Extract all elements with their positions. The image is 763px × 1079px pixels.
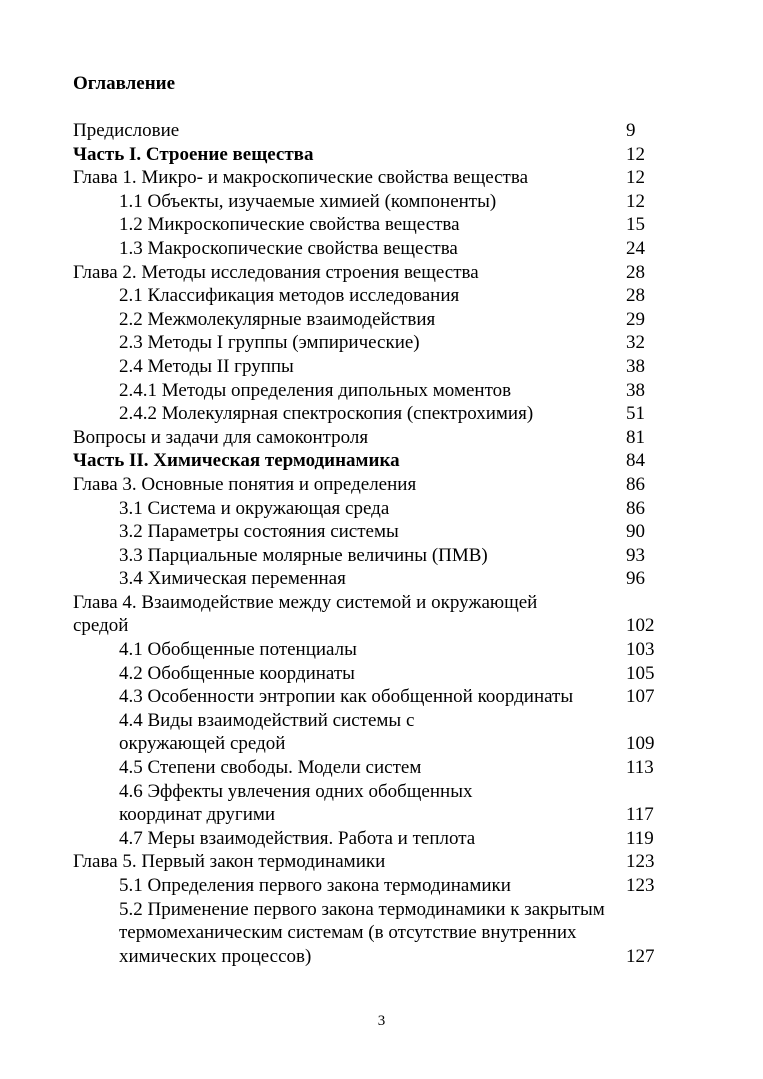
toc-entry-page: 86 (626, 473, 645, 495)
toc-entry-page: 12 (626, 167, 645, 189)
toc-entry-title: Предисловие (73, 120, 180, 141)
toc-entry-section-5-1 (73, 874, 673, 898)
toc-entry-page: 90 (626, 521, 645, 543)
toc-entry-questions (73, 426, 673, 450)
toc-entry-title: 3.3 Парциальные молярные величины (ПМВ) (119, 544, 488, 566)
toc-entry-title: 4.5 Степени свободы. Модели систем (119, 757, 422, 779)
toc-entry-title: 5.2 Применение первого закона термодинамики к закрытым (119, 898, 605, 920)
table-of-contents (73, 119, 673, 968)
toc-entry-title: 1.3 Макроскопические свойства вещества (119, 237, 458, 259)
toc-entry-section-4-3 (73, 685, 673, 709)
toc-entry-page: 12 (626, 143, 645, 165)
toc-entry-page: 113 (626, 757, 654, 779)
toc-entry-title: 2.2 Межмолекулярные взаимодействия (119, 308, 436, 330)
toc-entry-title: Глава 3. Основные понятия и определения (73, 473, 417, 495)
toc-entry-title: Глава 4. Взаимодействие между системой и окружающей (73, 591, 538, 613)
toc-entry-chapter-4-cont (73, 614, 673, 638)
toc-entry-section-4-4-cont (73, 732, 673, 756)
toc-entry-title: Вопросы и задачи для самоконтроля (73, 426, 369, 448)
toc-entry-title: 2.3 Методы I группы (эмпирические) (119, 332, 420, 354)
toc-entry-section-3-4 (73, 567, 673, 591)
toc-entry-preface (73, 119, 673, 143)
toc-entry-page: 109 (626, 733, 655, 755)
toc-entry-section-2-4-2 (73, 402, 673, 426)
toc-entry-section-5-2-cont2 (73, 945, 673, 969)
toc-entry-page: 38 (626, 379, 645, 401)
toc-entry-chapter-1 (73, 166, 673, 190)
toc-entry-section-2-3 (73, 331, 673, 355)
toc-entry-title: 2.4.2 Молекулярная спектроскопия (спектрохимия) (119, 403, 534, 425)
toc-entry-page: 32 (626, 332, 645, 354)
toc-entry-section-1-1 (73, 190, 673, 214)
toc-entry-chapter-5 (73, 850, 673, 874)
toc-entry-page: 117 (626, 804, 654, 826)
toc-entry-section-1-2 (73, 213, 673, 237)
toc-heading: Оглавление (73, 73, 176, 94)
toc-entry-title: 3.2 Параметры состояния системы (119, 521, 399, 543)
toc-entry-section-2-4-1 (73, 379, 673, 403)
toc-entry-page: 119 (626, 827, 654, 849)
toc-entry-title: Глава 1. Микро- и макроскопические свойства вещества (73, 167, 529, 189)
toc-entry-title: Глава 5. Первый закон термодинамики (73, 851, 386, 873)
toc-entry-title: 1.2 Микроскопические свойства вещества (119, 214, 460, 236)
toc-entry-page: 29 (626, 308, 645, 330)
page-number: 3 (377, 1013, 386, 1029)
toc-entry-title: 3.1 Система и окружающая среда (119, 497, 390, 519)
toc-entry-section-2-2 (73, 308, 673, 332)
toc-entry-title: 2.4 Методы II группы (119, 355, 294, 377)
toc-entry-title: Часть II. Химическая термодинамика (73, 450, 400, 472)
toc-entry-page: 9 (626, 120, 636, 141)
toc-entry-page: 127 (626, 945, 655, 967)
toc-entry-page: 51 (626, 403, 645, 425)
toc-entry-section-4-2 (73, 662, 673, 686)
toc-entry-page: 12 (626, 190, 645, 212)
toc-entry-section-4-6-cont (73, 803, 673, 827)
toc-entry-section-1-3 (73, 237, 673, 261)
toc-entry-page: 96 (626, 568, 645, 590)
toc-entry-title: 4.6 Эффекты увлечения одних обобщенных (119, 780, 473, 802)
toc-entry-title: Часть I. Строение вещества (73, 143, 314, 165)
toc-entry-title: 3.4 Химическая переменная (119, 568, 346, 590)
toc-entry-page: 102 (626, 615, 655, 637)
toc-entry-part-1 (73, 143, 673, 167)
toc-entry-title: 5.1 Определения первого закона термодинамики (119, 875, 511, 896)
toc-entry-page: 81 (626, 426, 645, 448)
toc-entry-title: Глава 2. Методы исследования строения вещества (73, 261, 479, 283)
toc-entry-section-5-2-cont (73, 921, 673, 945)
toc-entry-title: 4.2 Обобщенные координаты (119, 662, 355, 684)
toc-entry-title-continued: средой (73, 615, 129, 637)
toc-entry-section-3-1 (73, 497, 673, 521)
toc-entry-title-continued: химических процессов) (119, 945, 312, 967)
toc-entry-page: 28 (626, 285, 645, 307)
toc-entry-chapter-3 (73, 473, 673, 497)
toc-entry-chapter-2 (73, 261, 673, 285)
toc-entry-page: 107 (626, 686, 655, 708)
toc-entry-title-continued: термомеханическим системам (в отсутствие внутренних (119, 922, 577, 944)
toc-entry-page: 105 (626, 662, 655, 684)
toc-entry-chapter-4 (73, 591, 673, 615)
toc-entry-part-2 (73, 449, 673, 473)
toc-entry-title: 2.1 Классификация методов исследования (119, 285, 460, 307)
toc-entry-title: 4.3 Особенности энтропии как обобщенной координаты (119, 686, 574, 708)
toc-entry-title: 2.4.1 Методы определения дипольных моментов (119, 379, 512, 401)
toc-entry-page: 103 (626, 639, 655, 661)
toc-entry-section-4-6 (73, 780, 673, 804)
toc-entry-section-4-1 (73, 638, 673, 662)
toc-entry-section-4-7 (73, 827, 673, 851)
toc-entry-title-continued: окружающей средой (119, 733, 286, 755)
toc-entry-title-continued: координат другими (119, 804, 276, 826)
toc-entry-title: 4.1 Обобщенные потенциалы (119, 639, 357, 661)
toc-entry-page: 38 (626, 355, 645, 377)
toc-entry-page: 86 (626, 497, 645, 519)
toc-entry-section-2-1 (73, 284, 673, 308)
toc-entry-section-5-2 (73, 898, 673, 922)
toc-entry-section-4-5 (73, 756, 673, 780)
toc-entry-page: 28 (626, 261, 645, 283)
toc-entry-title: 1.1 Объекты, изучаемые химией (компоненты) (119, 190, 497, 212)
toc-entry-title: 4.7 Меры взаимодействия. Работа и теплота (119, 827, 476, 849)
toc-entry-title: 4.4 Виды взаимодействий системы с (119, 709, 415, 731)
toc-entry-section-4-4 (73, 709, 673, 733)
toc-entry-page: 24 (626, 237, 645, 259)
toc-entry-page: 123 (626, 875, 655, 896)
toc-entry-page: 123 (626, 851, 655, 873)
toc-entry-page: 15 (626, 214, 645, 236)
toc-entry-section-3-3 (73, 544, 673, 568)
toc-entry-page: 84 (626, 450, 645, 472)
toc-entry-section-3-2 (73, 520, 673, 544)
toc-entry-page: 93 (626, 544, 645, 566)
toc-entry-section-2-4 (73, 355, 673, 379)
